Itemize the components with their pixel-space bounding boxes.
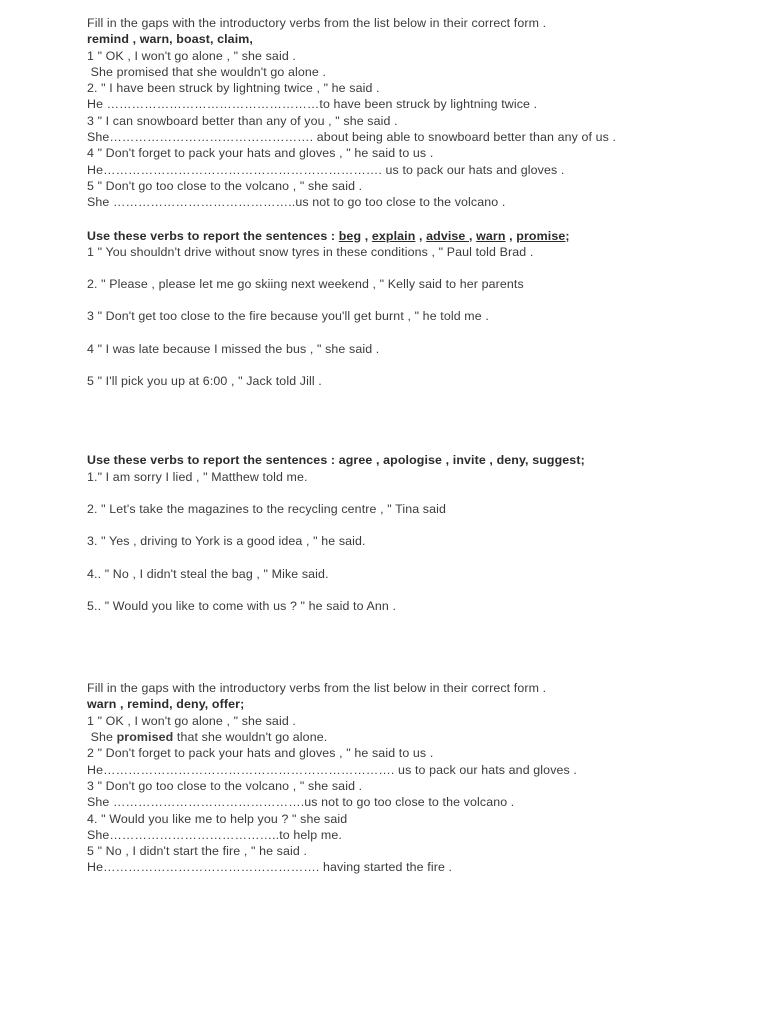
exercise-section-3 — [87, 452, 687, 614]
section4-item-4: 4. " Would you like me to help you ? " she said — [87, 811, 348, 826]
section4-item-2: 2 " Don't forget to pack your hats and gloves , " he said to us . — [87, 746, 434, 761]
section2-item-3: 3 " Don't get too close to the fire because you'll get burnt , " he told me . — [87, 309, 489, 324]
section1-item-1: 1 " OK , I won't go alone , " she said . — [87, 48, 296, 63]
section4-answer-2: He……………………………………………………………. us to pack our hats and gloves . — [87, 762, 577, 777]
section1-item-2: 2. " I have been struck by lightning twice , " he said . — [87, 81, 380, 96]
section1-item-4: 4 " Don't forget to pack your hats and gloves , " he said to us . — [87, 146, 434, 161]
section3-heading: Use these verbs to report the sentences : agree , apologise , invite , deny, suggest; — [87, 453, 585, 468]
section4-answer-5: He……………………………………………. having started the fire . — [87, 860, 453, 875]
spacer-s3-b — [87, 517, 687, 533]
spacer-1 — [87, 211, 687, 228]
section1-answer-2: He ……………………………………………to have been struck by lightning twice . — [87, 97, 538, 112]
section4-answer-3: She ……………………………………….us not to go too close to the volcano . — [87, 795, 515, 810]
section1-answer-1: She promised that she wouldn't go alone . — [87, 64, 327, 79]
section3-item-2: 2. " Let's take the magazines to the recycling centre , " Tina said — [87, 501, 447, 516]
spacer-3 — [87, 614, 687, 680]
section4-answer-1-before: She — [87, 730, 117, 745]
section2-item-1: 1 " You shouldn't drive without snow tyres in these conditions , " Paul told Brad . — [87, 244, 534, 259]
exercise-section-2 — [87, 228, 687, 390]
section2-verb: beg — [338, 228, 362, 243]
spacer-s2-b — [87, 292, 687, 308]
section3-item-1: 1." I am sorry I lied , " Matthew told me. — [87, 469, 308, 484]
section4-instruction: Fill in the gaps with the introductory verbs from the list below in their correct form . — [87, 681, 547, 696]
section2-verb-separator: , — [361, 228, 372, 243]
spacer-s2-d — [87, 357, 687, 373]
section1-answer-4: He…………………………………………………………. us to pack our hats and gloves . — [87, 162, 565, 177]
section4-answer-1 — [87, 729, 687, 745]
section2-verb: promise; — [516, 228, 570, 243]
spacer-s3-a — [87, 485, 687, 501]
section3-item-4: 4.. " No , I didn't steal the bag , " Mike said. — [87, 566, 329, 581]
section2-verb-separator: , — [505, 228, 517, 243]
section4-answer-4: She…………………………………..to help me. — [87, 827, 342, 842]
section3-item-5: 5.. " Would you like to come with us ? " he said to Ann . — [87, 598, 397, 613]
section2-verb-separator: , — [469, 228, 477, 243]
section2-verb: explain — [371, 228, 416, 243]
spacer-s3-c — [87, 550, 687, 566]
section1-verb-list: remind , warn, boast, claim, — [87, 32, 253, 47]
section2-heading-prefix: Use these verbs to report the sentences : — [87, 228, 339, 243]
spacer-2 — [87, 389, 687, 452]
section1-answer-3: She…………………………………………. about being able to snowboard better than any of us . — [87, 130, 617, 145]
spacer-s2-c — [87, 325, 687, 341]
section1-item-3: 3 " I can snowboard better than any of you , " she said . — [87, 113, 398, 128]
section4-item-3: 3 " Don't go too close to the volcano , " she said . — [87, 778, 363, 793]
spacer-s2-a — [87, 260, 687, 276]
section4-answer-1-verb: promised — [116, 730, 174, 745]
section2-heading-verbs — [339, 229, 570, 243]
section1-item-5: 5 " Don't go too close to the volcano , " she said . — [87, 178, 363, 193]
section2-item-4: 4 " I was late because I missed the bus , " she said . — [87, 341, 380, 356]
section2-heading — [87, 228, 687, 244]
section2-verb: warn — [476, 228, 506, 243]
section4-item-1: 1 " OK , I won't go alone , " she said . — [87, 713, 296, 728]
section2-verb: advise — [426, 228, 470, 243]
section2-item-5: 5 " I'll pick you up at 6:00 , " Jack told Jill . — [87, 374, 322, 389]
section3-item-3: 3. " Yes , driving to York is a good idea , " he said. — [87, 534, 366, 549]
exercise-section-1 — [87, 15, 687, 211]
worksheet-body — [87, 15, 687, 876]
section4-item-5: 5 " No , I didn't start the fire , " he said . — [87, 844, 308, 859]
section2-item-2: 2. " Please , please let me go skiing next weekend , " Kelly said to her parents — [87, 277, 524, 292]
section2-verb-separator: , — [415, 228, 427, 243]
section4-answer-1-after: that she wouldn't go alone. — [173, 730, 328, 745]
section1-instruction: Fill in the gaps with the introductory verbs from the list below in their correct form . — [87, 16, 547, 30]
exercise-section-4 — [87, 680, 687, 876]
section4-verb-list: warn , remind, deny, offer; — [87, 697, 245, 712]
section1-answer-5: She ……………………………………..us not to go too close to the volcano . — [87, 195, 506, 210]
spacer-s3-d — [87, 582, 687, 598]
